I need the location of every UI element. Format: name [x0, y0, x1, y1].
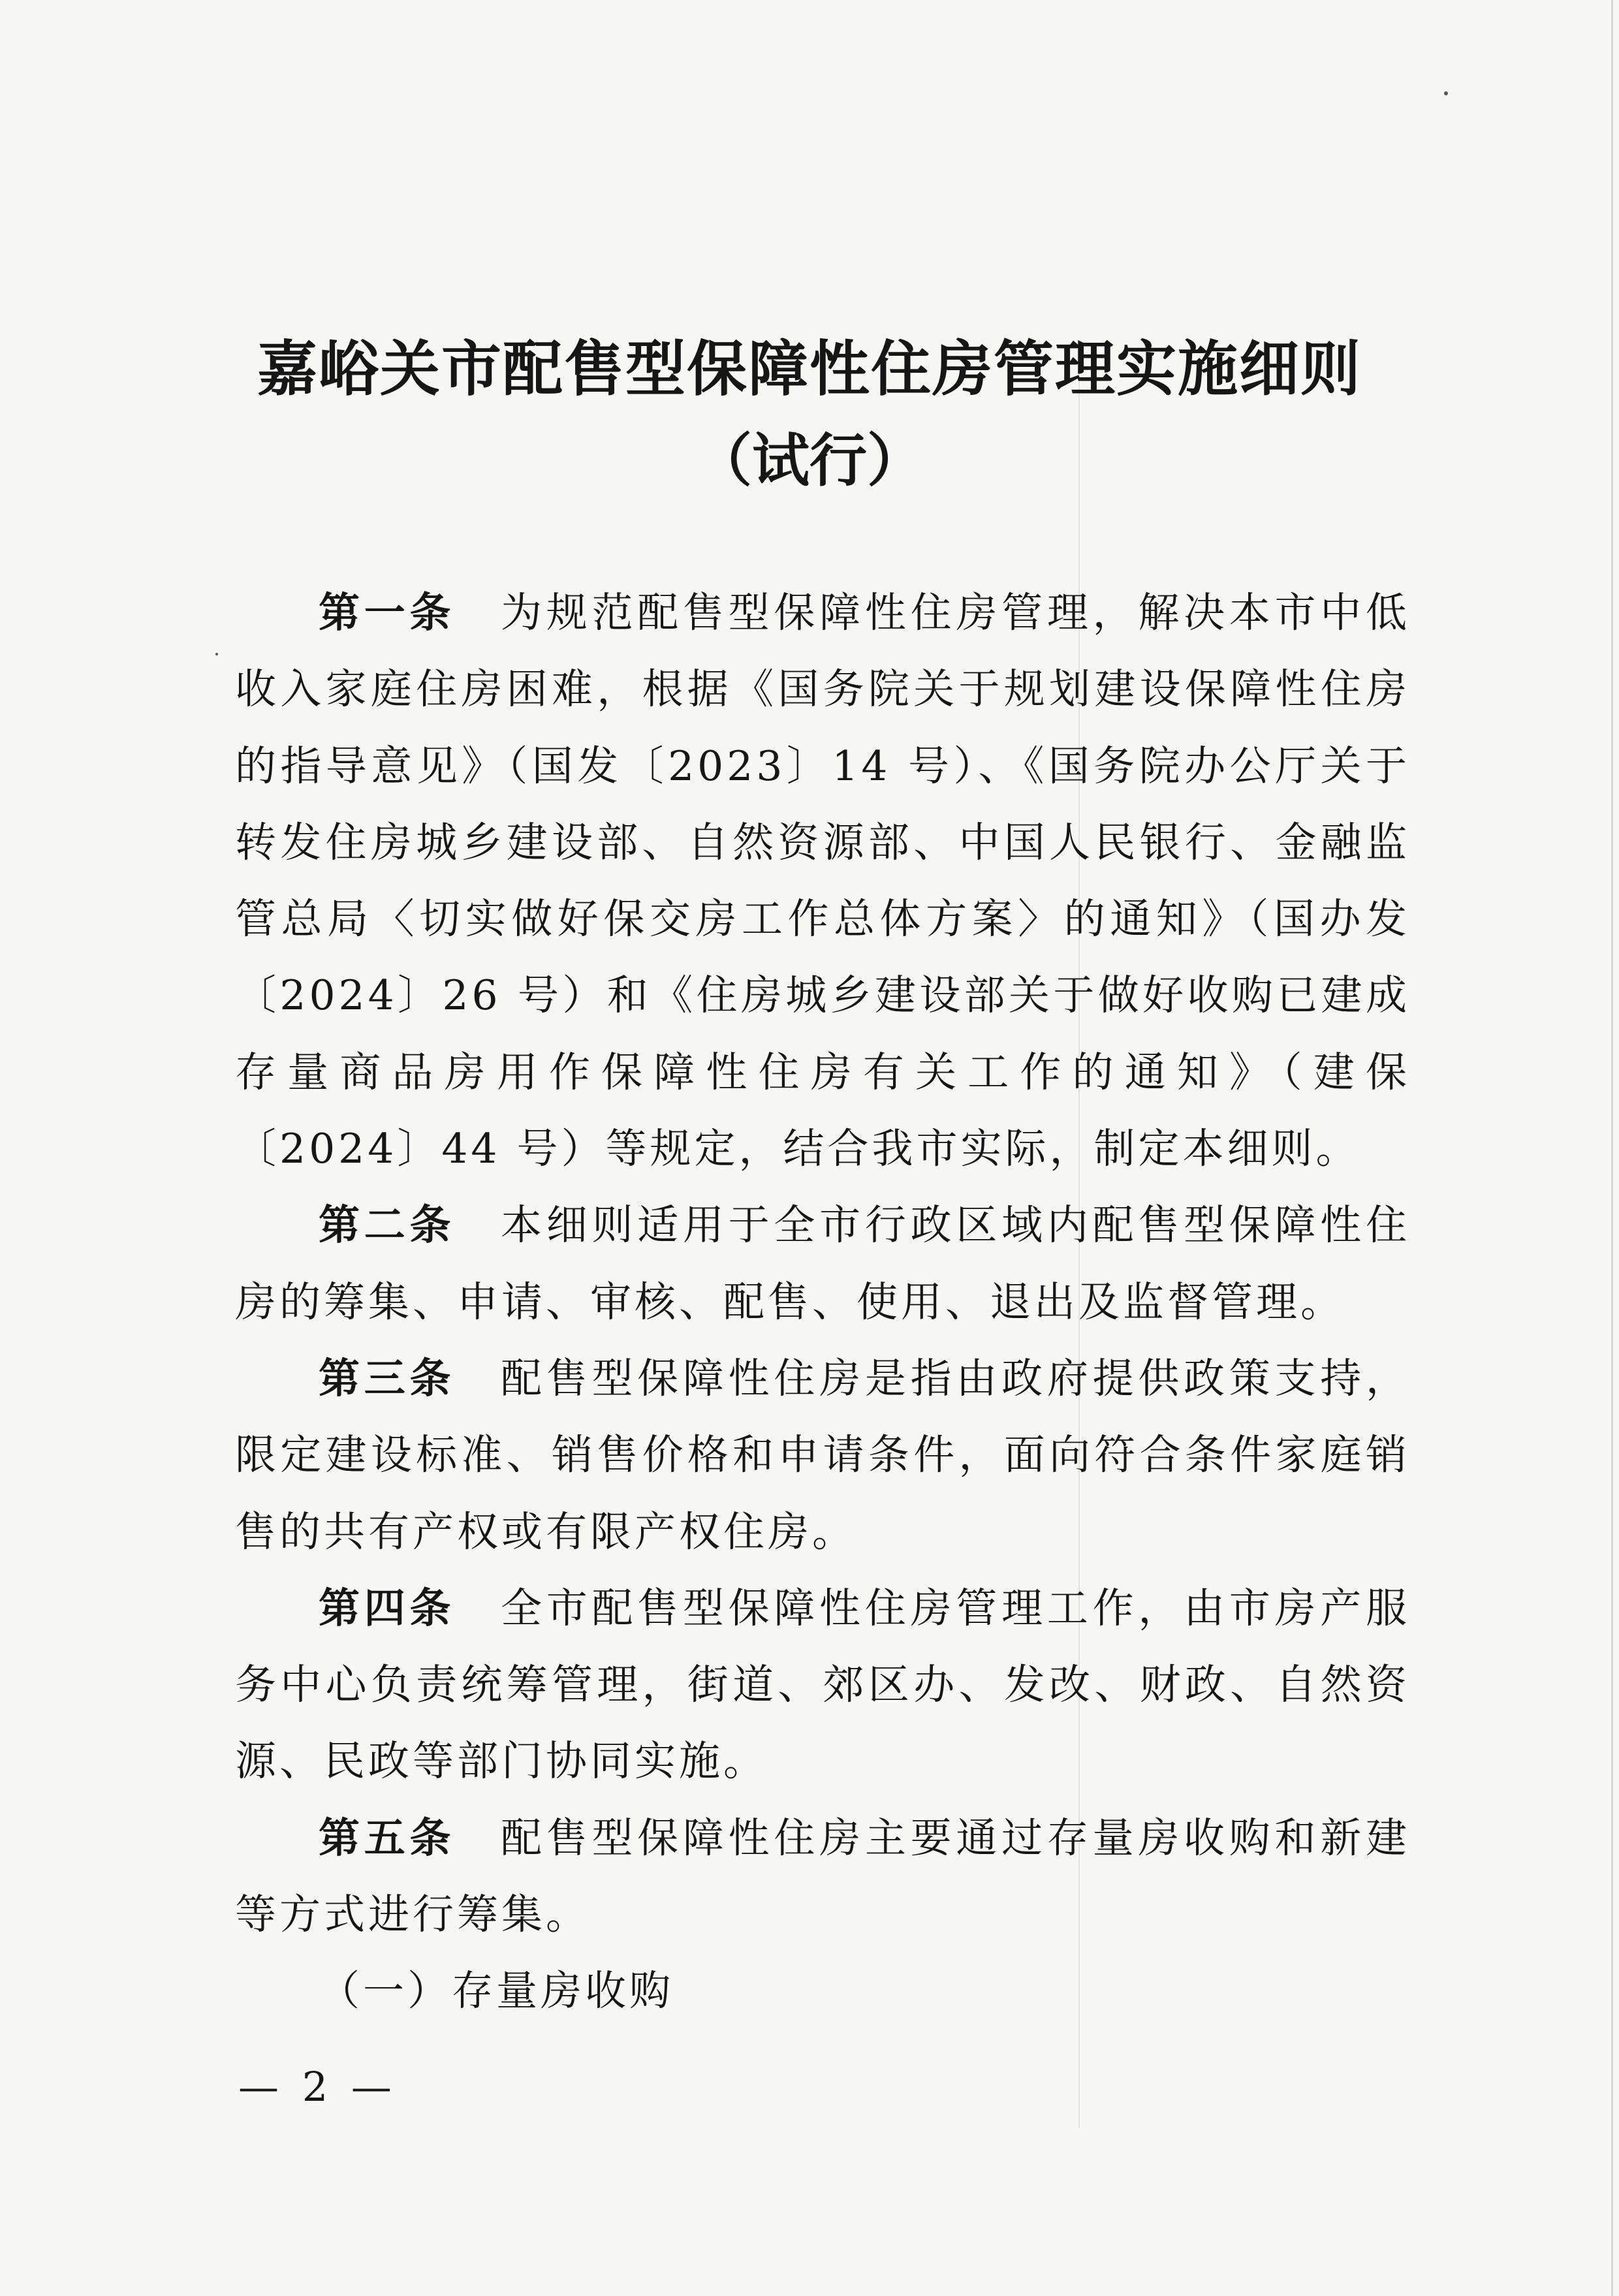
article-text: 全市配售型保障性住房管理工作，由市房产服务中心负责统筹管理，街道、郊区办、发改、财政、自然资源、民政等部门协同实施。 — [235, 1584, 1411, 1785]
scan-speck — [215, 653, 218, 655]
article-label: 第三条 — [319, 1354, 456, 1402]
article-text: 配售型保障性住房是指由政府提供政策支持，限定建设标准、销售价格和申请条件，面向符合条件家庭销售的共有产权或有限产权住房。 — [235, 1354, 1411, 1556]
article-1 — [235, 574, 1410, 1187]
article-label: 第一条 — [319, 589, 456, 637]
article-5 — [235, 1800, 1410, 1953]
page-number: — 2 — — [238, 2063, 397, 2111]
article-text: 为规范配售型保障性住房管理，解决本市中低收入家庭住房困难，根据《国务院关于规划建设保障性住房的指导意见》（国发〔2023〕14 号）、《国务院办公厅关于转发住房城乡建设部、自然资源部、中国人民银行、金融监管总局〈切实做好保交房工作总体方案〉的通知》（国办发〔2024〕26 号）和《住房城乡建设部关于做好收购已建成存量商品房用作保障性住房有关工作的通知》（建保〔2024〕44 号）等规定，结合我市实际，制定本细则。 — [235, 589, 1411, 1173]
article-3 — [235, 1340, 1410, 1570]
article-text: 本细则适用于全市行政区域内配售型保障性住房的筹集、申请、审核、配售、使用、退出及监督管理。 — [235, 1201, 1411, 1326]
document-subtitle: （试行） — [694, 426, 924, 494]
article-label: 第四条 — [319, 1584, 456, 1632]
article-label: 第二条 — [319, 1201, 456, 1250]
scan-speck — [1444, 91, 1448, 95]
document-body — [235, 574, 1410, 2030]
article-text: 配售型保障性住房主要通过存量房收购和新建等方式进行筹集。 — [235, 1814, 1411, 1939]
article-2 — [235, 1187, 1410, 1340]
section-heading: （一）存量房收购 — [319, 1967, 674, 2015]
article-4 — [235, 1570, 1410, 1800]
article-label: 第五条 — [319, 1814, 456, 1862]
document-title: 嘉峪关市配售型保障性住房管理实施细则 — [257, 334, 1362, 404]
